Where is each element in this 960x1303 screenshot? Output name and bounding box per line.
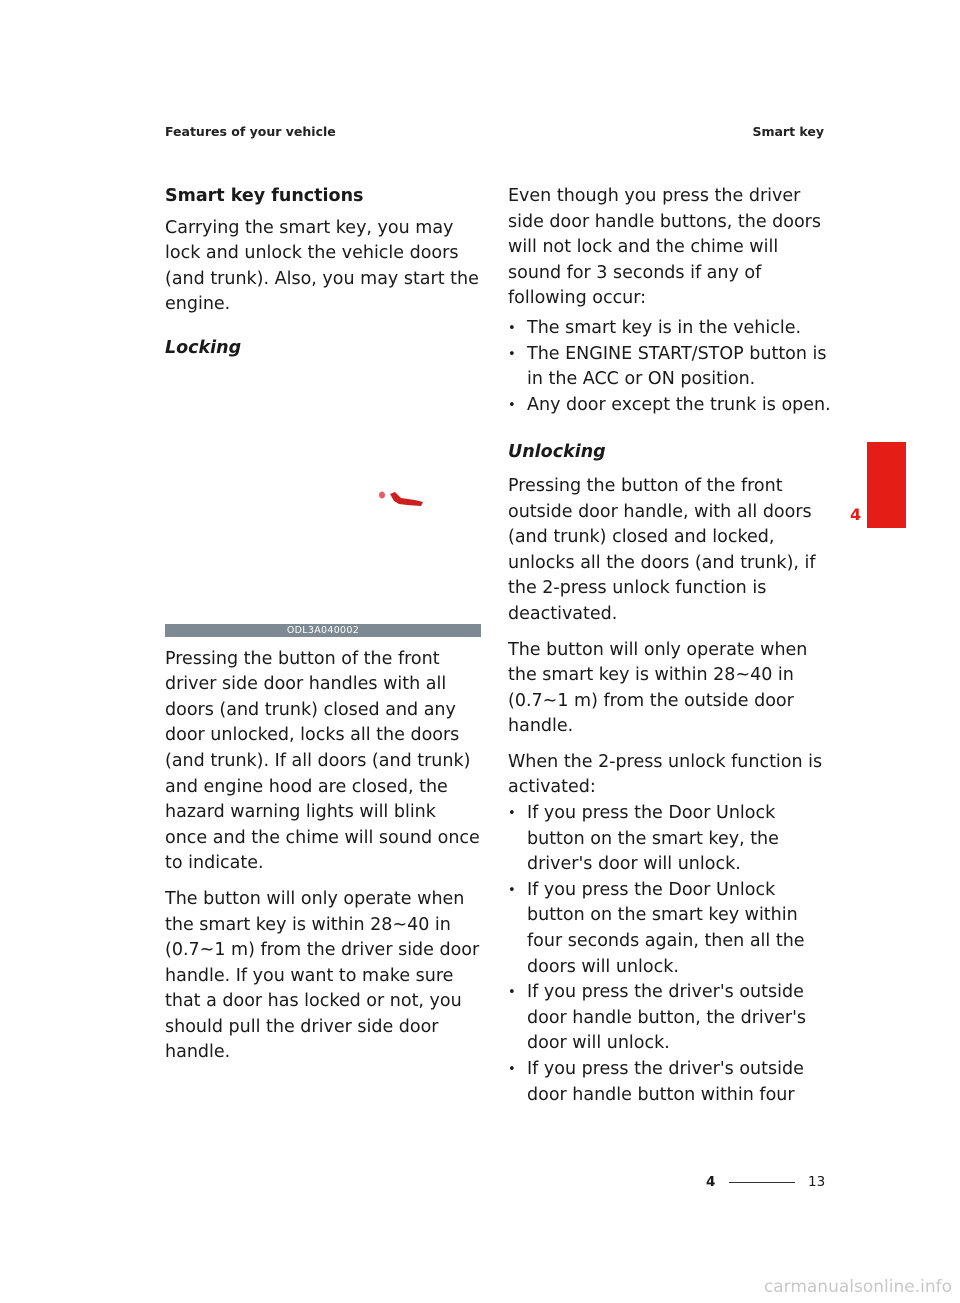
footer-divider [729, 1182, 795, 1183]
door-handle-arrow-icon [377, 488, 427, 512]
left-column [165, 184, 483, 1076]
running-header-topic: Smart key [752, 124, 824, 139]
watermark: carmanualsonline.info [763, 1277, 952, 1297]
list-item: • If you press the driver's outside door handle button, the driver's door will unlock. [508, 980, 833, 1057]
chapter-tab [867, 442, 906, 528]
chapter-tab-number: 4 [850, 505, 862, 524]
unlocking-subheading: Unlocking [508, 442, 606, 463]
locking-paragraph-2: The button will only operate when the smart key is within 28~40 in (0.7~1 m) from the driver side door handle. If you want to make sure that a door has locked or not, you should pull the driver side door handle. [165, 888, 480, 1063]
conditions-list [508, 316, 833, 418]
list-item: • If you press the Door Unlock button on the smart key within four seconds again, then all the doors will unlock. [508, 878, 833, 980]
locking-subheading: Locking [165, 337, 242, 358]
figure-caption: ODL3A040002 [165, 624, 481, 637]
warning-paragraph: Even though you press the driver side door handle buttons, the doors will not lock and the chime will sound for 3 seconds if any of following occur: [508, 186, 821, 309]
door-handle-figure [165, 362, 481, 624]
section-heading: Smart key functions [165, 186, 364, 206]
list-item: • If you press the Door Unlock button on the smart key, the driver's door will unlock. [508, 801, 833, 878]
unlocking-paragraph-3: When the 2-press unlock function is activated: [508, 751, 823, 798]
locking-paragraph-1: Pressing the button of the front driver side door handles with all doors (and trunk) closed and any door unlocked, locks all the doors (and trunk). If all doors (and trunk) and engine hood are closed, the hazard warning lights will blink once and the chime will sound once to indicate. [165, 648, 480, 874]
unlocking-paragraph-2: The button will only operate when the smart key is within 28~40 in (0.7~1 m) from the outside door handle. [508, 639, 808, 737]
running-header-section: Features of your vehicle [165, 124, 336, 139]
list-item: • Any door except the trunk is open. [508, 393, 833, 419]
footer-chapter-number: 4 [706, 1174, 716, 1190]
list-item: • The ENGINE START/STOP button is in the ACC or ON position. [508, 342, 833, 393]
right-column [508, 184, 833, 1118]
intro-paragraph: Carrying the smart key, you may lock and unlock the vehicle doors (and trunk). Also, you may start the engine. [165, 217, 479, 315]
list-item: • The smart key is in the vehicle. [508, 316, 833, 342]
footer-page-number: 13 [808, 1174, 826, 1190]
unlocking-paragraph-1: Pressing the button of the front outside door handle, with all doors (and trunk) closed and locked, unlocks all the doors (and trunk), if the 2-press unlock function is deactivated. [508, 475, 816, 624]
two-press-list [508, 801, 833, 1108]
list-item: • If you press the driver's outside door handle button within four [508, 1057, 833, 1108]
